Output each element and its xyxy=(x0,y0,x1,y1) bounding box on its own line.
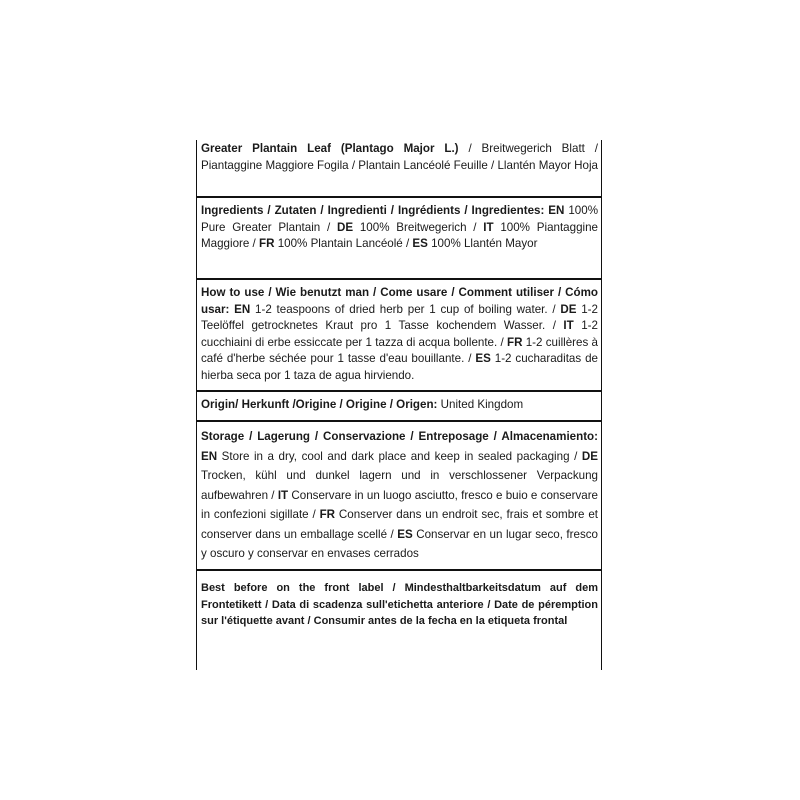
lang-code-fr: FR xyxy=(506,335,523,349)
how-to-use-es: 1-2 cucharaditas de hierba seca por 1 taza de agua hirviendo. xyxy=(201,352,598,382)
lang-code-de: DE xyxy=(581,449,598,463)
lang-code-es: ES xyxy=(397,527,413,541)
how-to-use-de: 1-2 Teelöffel getrocknetes Kraut pro 1 Tasse kochendem Wasser. / xyxy=(201,302,598,332)
origin-section xyxy=(197,396,601,422)
lang-code-fr: FR xyxy=(259,237,275,250)
product-name-bold: Greater Plantain Leaf (Plantago Major L.) xyxy=(201,142,459,155)
storage-en: Store in a dry, cool and dark place and keep in sealed packaging / xyxy=(217,449,582,463)
lang-code-de: DE xyxy=(560,302,577,316)
storage-section xyxy=(197,426,601,571)
ingredients-de: 100% Breitwegerich / xyxy=(353,220,484,234)
ingredients-en: 100% Pure Greater Plantain / xyxy=(201,204,599,234)
lang-code-it: IT xyxy=(563,319,574,332)
origin-value: United Kingdom xyxy=(437,398,524,411)
how-to-use-en: 1-2 teaspoons of dried herb per 1 cup of boiling water. / xyxy=(250,302,561,316)
product-name-section xyxy=(197,140,601,198)
lang-code-it: IT xyxy=(277,488,289,502)
lang-code-de: DE xyxy=(336,220,354,234)
origin-heading: Origin/ Herkunft /Origine / Origine / Origen: xyxy=(201,398,438,411)
storage-fr: Conserver dans un endroit sec, frais et sombre et conserver dans un emballage scellé / xyxy=(201,508,598,541)
lang-code-es: ES xyxy=(412,237,428,250)
ingredients-section xyxy=(197,202,601,280)
ingredients-fr: 100% Plantain Lancéolé / xyxy=(274,237,413,250)
best-before-text: Best before on the front label / Mindesthaltbarkeitsdatum auf dem Frontetikett / Data di scadenza sull'etichetta anteriore / Date de péremption sur l'étiquette avant / Consumir antes de la fecha en la etiqueta frontal xyxy=(201,582,598,627)
lang-code-en: EN xyxy=(234,302,251,316)
storage-de: Trocken, kühl und dunkel lagern und in verschlossener Verpackung aufbewahren / xyxy=(201,469,598,502)
lang-code-it: IT xyxy=(483,220,494,234)
storage-heading: Storage / Lagerung / Conservazione / Entreposage / Almacenamiento: xyxy=(201,430,598,443)
lang-code-en: EN xyxy=(201,449,218,463)
product-name-translations: / Breitwegerich Blatt / Piantaggine Maggiore Fogila / Plantain Lancéolé Feuille / Llantén Mayor Hoja xyxy=(201,142,599,172)
lang-code-es: ES xyxy=(475,352,491,365)
product-label xyxy=(196,140,602,670)
lang-code-fr: FR xyxy=(319,508,336,521)
best-before-section xyxy=(197,575,601,634)
storage-es: Conservar en un lugar seco, fresco y oscuro y conservar en envases cerrados xyxy=(201,527,598,560)
how-to-use-section xyxy=(197,284,601,392)
lang-code-en: EN xyxy=(548,204,565,217)
how-to-use-fr: 1-2 cuillères à café d'herbe séchée pour 1 tasse d'eau bouillante. / xyxy=(201,335,598,365)
ingredients-heading: Ingredients / Zutaten / Ingredienti / Ingrédients / Ingredientes: xyxy=(201,204,545,217)
ingredients-it: 100% Piantaggine Maggiore / xyxy=(201,220,599,250)
how-to-use-heading: How to use / Wie benutzt man / Come usare / Comment utiliser / Cómo usar: xyxy=(201,286,598,316)
storage-it: Conservare in un luogo asciutto, fresco e buio e conservare in confezioni sigillate / xyxy=(201,488,598,521)
how-to-use-it: 1-2 cucchiaini di erbe essiccate per 1 tazza di acqua bollente. / xyxy=(201,319,598,349)
ingredients-es: 100% Llantén Mayor xyxy=(427,237,538,250)
